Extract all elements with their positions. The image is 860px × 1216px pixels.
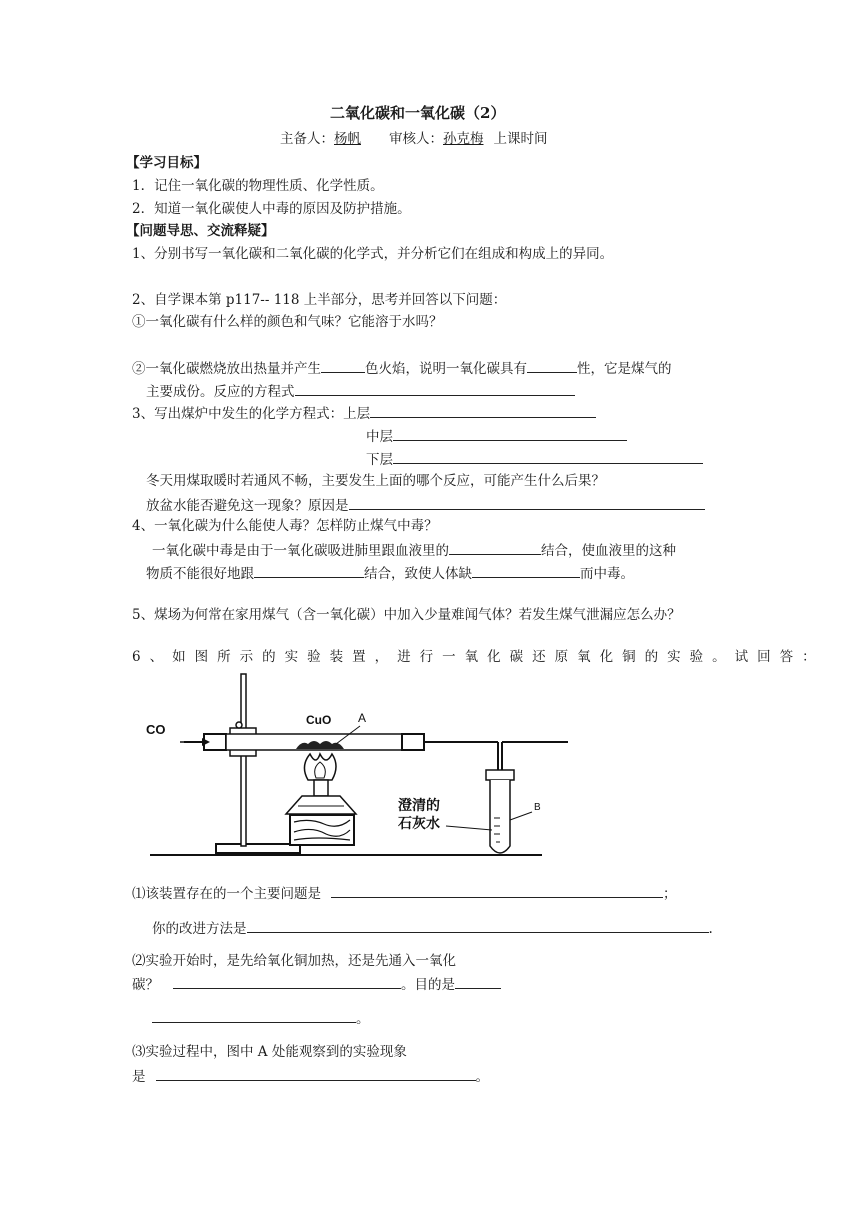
q4-a: 一氧化碳中毒是由于一氧化碳吸进肺里跟血液里的	[152, 543, 449, 559]
q4-b: 结合，使血液里的这种	[541, 543, 676, 559]
question-4-line1	[152, 540, 676, 560]
question-1: 1、分别书写一氧化碳和二氧化碳的化学式，并分析它们在组成和构成上的异同。	[132, 246, 614, 262]
reason-blank[interactable]	[349, 495, 705, 510]
q6-part2-cont2	[152, 1008, 370, 1028]
q3-mid: 中层	[366, 429, 393, 445]
goal-item-1: 1．记住一氧化碳的物理性质、化学性质。	[132, 178, 384, 194]
stand-rod	[241, 674, 246, 846]
question-3-intro	[132, 403, 596, 423]
q2-sub2-b: 色火焰，说明一氧化碳具有	[365, 361, 527, 377]
cuo-label: CuO	[306, 713, 332, 727]
question-3-winter: 冬天用煤取暖时若通风不畅，主要发生上面的哪个反应，可能产生什么后果？	[146, 473, 605, 489]
q6-p2b: 碳？	[132, 977, 159, 993]
question-3-basin	[146, 495, 705, 515]
question-3-low	[366, 449, 703, 469]
improvement-blank[interactable]	[247, 918, 709, 933]
q3-low: 下层	[366, 452, 393, 468]
upper-layer-blank[interactable]	[370, 403, 596, 418]
question-6-intro: 6、如图所示的实验装置，进行一氧化碳还原氧化铜的实验。试回答：	[132, 649, 825, 665]
question-2-sub2	[132, 358, 672, 378]
stand-base	[216, 844, 300, 853]
q6-part2: ⑵实验开始时，是先给氧化铜加热，还是先通入一氧化	[132, 953, 456, 969]
question-5: 5、煤场为何常在家用煤气（含一氧化碳）中加入少量难闻气体？若发生煤气泄漏应怎么办？	[132, 607, 681, 623]
q6-p1d: .	[708, 921, 713, 937]
flame-color-blank[interactable]	[321, 358, 365, 373]
blood-substance-blank[interactable]	[449, 540, 541, 555]
problem-blank[interactable]	[331, 883, 663, 898]
q6-part1	[132, 883, 677, 903]
outlet-stopper	[402, 734, 424, 750]
test-tube-stopper	[486, 770, 514, 780]
q2-sub2-c: 性，它是煤气的	[577, 361, 672, 377]
q4-c: 物质不能很好地跟	[146, 566, 254, 582]
review-label: 审核人：	[389, 131, 443, 147]
limewater-label-1: 澄清的	[398, 798, 440, 814]
q6-part3-cont	[132, 1066, 489, 1086]
lamp-body	[286, 796, 356, 814]
q2-sub2-d: 主要成份。反应的方程式	[146, 384, 295, 400]
q3-basin: 放盆水能否避免这一现象？原因是	[146, 498, 349, 514]
middle-layer-blank[interactable]	[393, 426, 627, 441]
lamp-neck	[314, 780, 328, 796]
q6-p3b: 是	[132, 1069, 146, 1085]
q6-part2-cont	[132, 974, 501, 994]
phenomenon-blank[interactable]	[156, 1066, 476, 1081]
q6-part3: ⑶实验过程中，图中 A 处能观察到的实验现象	[132, 1044, 407, 1060]
q2-sub2-a: ②一氧化碳燃烧放出热量并产生	[132, 361, 321, 377]
limewater-label-2: 石灰水	[398, 816, 440, 832]
q6-p1b: ；	[663, 886, 677, 902]
label-a: A	[358, 711, 367, 725]
prep-name: 杨帆	[334, 131, 361, 147]
q6-part1-fix	[152, 918, 713, 938]
clamp-screw	[236, 722, 242, 728]
label-b-pointer	[510, 812, 532, 820]
q6-p2c: 。目的是	[401, 977, 455, 993]
lack-blank[interactable]	[472, 563, 580, 578]
q6-p1c: 你的改进方法是	[152, 921, 247, 937]
lower-layer-blank[interactable]	[393, 449, 703, 464]
prep-label: 主备人：	[280, 131, 334, 147]
q4-e: 而中毒。	[580, 566, 634, 582]
question-2-intro: 2、自学课本第 p117-- 118 上半部分，思考并回答以下问题：	[132, 292, 507, 308]
q6-p2d: 。	[356, 1011, 370, 1027]
label-b: B	[534, 802, 541, 813]
co-reduction-apparatus-diagram	[140, 670, 580, 865]
question-4-line2	[146, 563, 634, 583]
question-2-sub2-cont	[146, 381, 575, 401]
q6-p3c: 。	[475, 1069, 489, 1085]
q6-p1a: ⑴该装置存在的一个主要问题是	[132, 886, 321, 902]
q4-d: 结合，致使人体缺	[364, 566, 472, 582]
purpose-blank-2[interactable]	[152, 1008, 356, 1023]
combine-blank[interactable]	[254, 563, 364, 578]
section-heading-goals: 【学习目标】	[126, 155, 207, 171]
review-name: 孙克梅	[443, 131, 484, 147]
q3-intro: 3、写出煤炉中发生的化学方程式：上层	[132, 406, 371, 422]
purpose-blank[interactable]	[455, 974, 501, 989]
page-title: 二氧化碳和一氧化碳（2）	[330, 104, 506, 122]
equation-blank[interactable]	[295, 381, 575, 396]
property-blank[interactable]	[527, 358, 577, 373]
co-label: CO	[146, 722, 166, 737]
order-blank[interactable]	[173, 974, 401, 989]
question-4-intro: 4、一氧化碳为什么能使人毒？怎样防止煤气中毒？	[132, 518, 438, 534]
question-3-mid	[366, 426, 627, 446]
goal-item-2: 2．知道一氧化碳使人中毒的原因及防护措施。	[132, 201, 411, 217]
time-label: 上课时间	[493, 131, 548, 147]
section-heading-questions: 【问题导思、交流释疑】	[126, 223, 275, 239]
question-2-sub1: ①一氧化碳有什么样的颜色和气味？它能溶于水吗？	[132, 314, 443, 330]
limewater-pointer	[446, 826, 492, 830]
author-line	[280, 130, 548, 148]
